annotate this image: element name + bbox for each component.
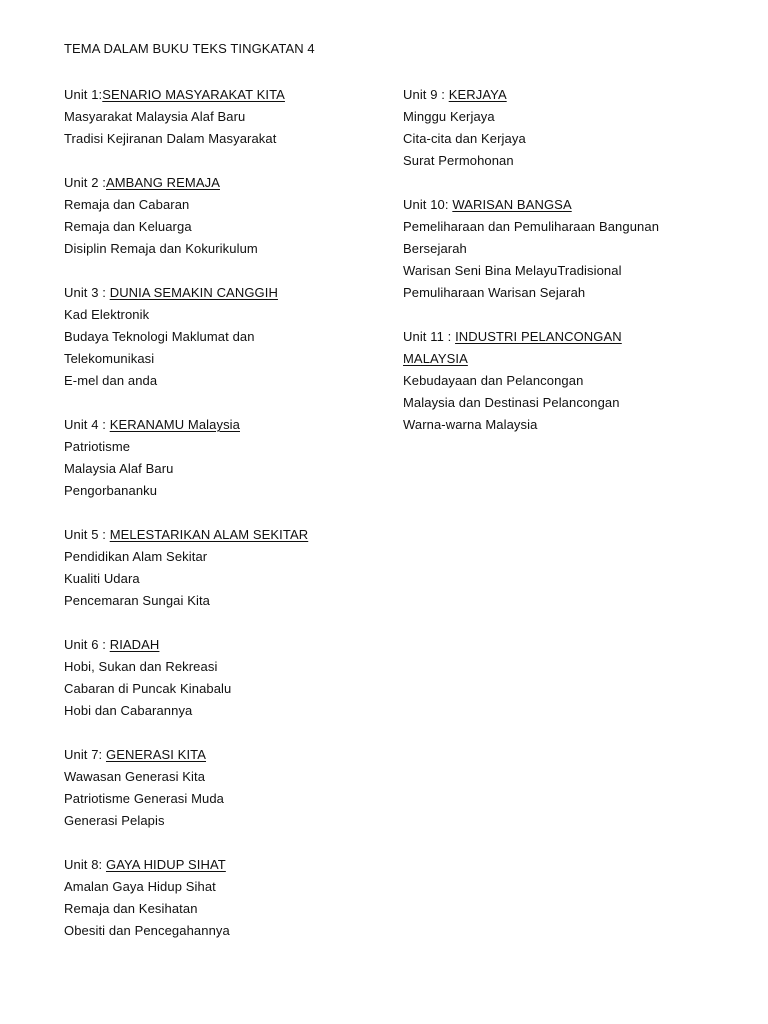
unit-heading [64, 84, 384, 106]
unit-number: Unit 5 : [64, 527, 110, 542]
unit-8 [64, 854, 384, 942]
unit-1 [64, 84, 384, 150]
topic-item: Warisan Seni Bina MelayuTradisional [403, 263, 622, 278]
unit-3 [64, 282, 384, 392]
topic-item: Pendidikan Alam Sekitar [64, 549, 208, 564]
unit-theme: SENARIO MASYARAKAT KITA [102, 87, 285, 102]
topic-item: Pemuliharaan Warisan Sejarah [403, 285, 586, 300]
unit-number: Unit 11 : [403, 329, 456, 344]
unit-number: Unit 10: [403, 197, 453, 212]
unit-heading [64, 854, 384, 876]
unit-6 [64, 634, 384, 722]
topic-item: Wawasan Generasi Kita [64, 769, 206, 784]
unit-theme: KERANAMU Malaysia [109, 417, 240, 432]
unit-theme: MELESTARIKAN ALAM SEKITAR [109, 527, 309, 542]
topic-item: Amalan Gaya Hidup Sihat [64, 879, 216, 894]
topic-item: Pengorbananku [64, 483, 158, 498]
topic-item: Patriotisme Generasi Muda [64, 791, 225, 806]
unit-heading [403, 84, 713, 106]
unit-number: Unit 6 : [64, 637, 110, 652]
topic-item: Budaya Teknologi Maklumat dan [64, 329, 255, 344]
unit-heading [403, 326, 653, 370]
topic-item: Cabaran di Puncak Kinabalu [64, 681, 232, 696]
unit-theme: AMBANG REMAJA [105, 175, 220, 190]
unit-heading [64, 524, 384, 546]
unit-11 [403, 326, 713, 436]
unit-number: Unit 2 : [64, 175, 106, 190]
topic-item: Warna-warna Malaysia [403, 417, 538, 432]
topic-item: Pemeliharaan dan Pemuliharaan Bangunan [403, 219, 660, 234]
topic-item: Patriotisme [64, 439, 131, 454]
topic-item: Pencemaran Sungai Kita [64, 593, 211, 608]
unit-number: Unit 3 : [64, 285, 110, 300]
unit-theme: DUNIA SEMAKIN CANGGIH [109, 285, 278, 300]
topic-item: Hobi, Sukan dan Rekreasi [64, 659, 218, 674]
topic-item: Bersejarah [403, 241, 467, 256]
topic-item: E-mel dan anda [64, 373, 158, 388]
topic-item: Malaysia Alaf Baru [64, 461, 174, 476]
document-title: TEMA DALAM BUKU TEKS TINGKATAN 4 [64, 41, 315, 56]
topic-item: Generasi Pelapis [64, 813, 165, 828]
unit-5 [64, 524, 384, 612]
unit-heading [64, 634, 384, 656]
unit-9 [403, 84, 713, 172]
unit-heading [64, 172, 384, 194]
topic-item: Remaja dan Cabaran [64, 197, 190, 212]
left-column [64, 84, 384, 964]
topic-item: Kad Elektronik [64, 307, 150, 322]
unit-heading [64, 414, 384, 436]
unit-number: Unit 9 : [403, 87, 449, 102]
unit-theme: GENERASI KITA [105, 747, 207, 762]
topic-item: Kebudayaan dan Pelancongan [403, 373, 584, 388]
unit-number: Unit 7: [64, 747, 106, 762]
topic-item: Obesiti dan Pencegahannya [64, 923, 230, 938]
topic-item: Cita-cita dan Kerjaya [403, 131, 526, 146]
unit-number: Unit 1: [64, 87, 103, 102]
unit-theme: RIADAH [109, 637, 160, 652]
unit-theme: GAYA HIDUP SIHAT [105, 857, 226, 872]
unit-theme: WARISAN BANGSA [452, 197, 572, 212]
topic-item: Remaja dan Kesihatan [64, 901, 198, 916]
topic-item: Hobi dan Cabarannya [64, 703, 193, 718]
topic-item: Telekomunikasi [64, 351, 155, 366]
topic-item: Remaja dan Keluarga [64, 219, 192, 234]
topic-item: Disiplin Remaja dan Kokurikulum [64, 241, 258, 256]
topic-item: Kualiti Udara [64, 571, 140, 586]
topic-item: Minggu Kerjaya [403, 109, 495, 124]
unit-number: Unit 8: [64, 857, 106, 872]
unit-7 [64, 744, 384, 832]
unit-theme: INDUSTRI PELANCONGAN MALAYSIA [403, 329, 622, 366]
unit-heading [64, 744, 384, 766]
unit-4 [64, 414, 384, 502]
topic-item: Masyarakat Malaysia Alaf Baru [64, 109, 246, 124]
unit-heading [64, 282, 384, 304]
topic-item: Surat Permohonan [403, 153, 514, 168]
unit-2 [64, 172, 384, 260]
unit-10 [403, 194, 713, 304]
topic-item: Tradisi Kejiranan Dalam Masyarakat [64, 131, 277, 146]
topic-item: Malaysia dan Destinasi Pelancongan [403, 395, 620, 410]
unit-theme: KERJAYA [448, 87, 507, 102]
unit-heading [403, 194, 713, 216]
right-column [403, 84, 713, 458]
unit-number: Unit 4 : [64, 417, 110, 432]
